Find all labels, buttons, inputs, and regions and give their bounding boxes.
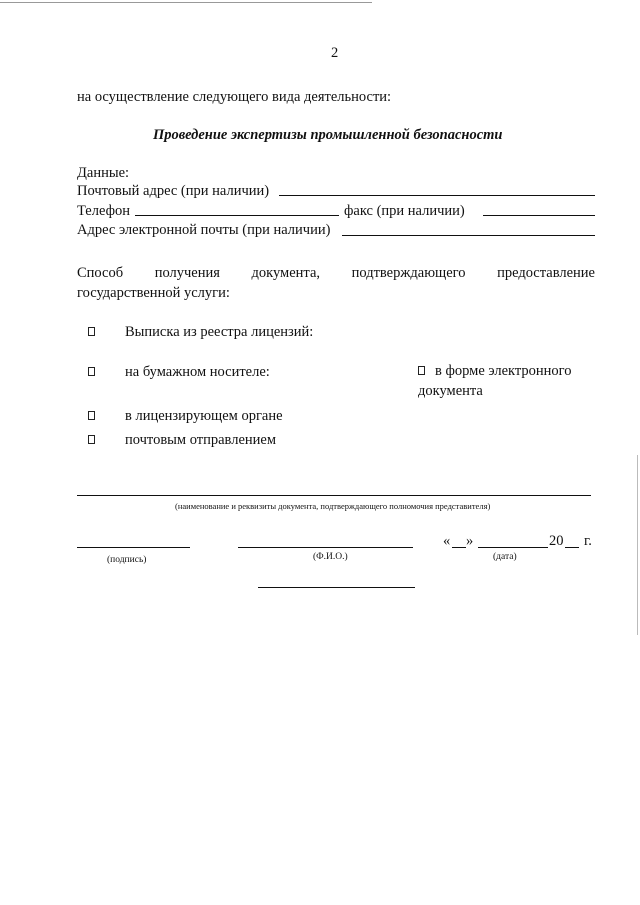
extract-label: Выписка из реестра лицензий:: [125, 324, 314, 340]
full-name-field[interactable]: [238, 547, 413, 548]
signature-field[interactable]: [77, 547, 190, 548]
in-office-label: в лицензирующем органе: [125, 408, 283, 424]
postal-address-field[interactable]: [279, 195, 595, 196]
fax-label: факс (при наличии): [344, 203, 465, 219]
fax-field[interactable]: [483, 215, 595, 216]
paper-label: на бумажном носителе:: [125, 364, 270, 380]
electronic-label-line2: документа: [418, 383, 483, 399]
representative-caption: (наименование и реквизиты документа, подтверждающего полномочия представителя): [175, 501, 491, 511]
date-year-suffix: г.: [584, 533, 592, 549]
date-month-field[interactable]: [478, 547, 548, 548]
intro-text: на осуществление следующего вида деятельности:: [77, 89, 392, 105]
date-century: 20: [549, 533, 564, 549]
date-caption: (дата): [493, 552, 517, 562]
electronic-checkbox[interactable]: [418, 366, 425, 375]
date-year-field[interactable]: [565, 547, 579, 548]
postal-address-label: Почтовый адрес (при наличии): [77, 183, 270, 199]
method-line: [77, 264, 595, 282]
method-word: предоставление: [497, 265, 595, 281]
data-heading: Данные:: [77, 165, 130, 181]
electronic-label-line1: в форме электронного: [435, 363, 572, 379]
in-office-checkbox[interactable]: [88, 411, 95, 420]
phone-label: Телефон: [77, 203, 130, 219]
extract-checkbox[interactable]: [88, 327, 95, 336]
date-day-field[interactable]: [452, 547, 466, 548]
activity-title: Проведение экспертизы промышленной безопасности: [153, 127, 503, 143]
email-field[interactable]: [342, 235, 595, 236]
bottom-signature-line[interactable]: [258, 587, 415, 588]
page-number: 2: [331, 45, 339, 61]
representative-document-field[interactable]: [77, 495, 591, 496]
date-close-quote: »: [466, 533, 474, 549]
method-word: документа,: [251, 265, 321, 281]
method-line-2: государственной услуги:: [77, 285, 230, 301]
paper-checkbox[interactable]: [88, 367, 95, 376]
date-open-quote: «: [443, 533, 451, 549]
method-word: получения: [154, 265, 220, 281]
by-mail-label: почтовым отправлением: [125, 432, 277, 448]
scan-right-edge: [637, 455, 638, 635]
name-caption: (Ф.И.О.): [313, 552, 348, 562]
method-word: подтверждающего: [351, 265, 466, 281]
scan-top-edge: [0, 2, 372, 3]
by-mail-checkbox[interactable]: [88, 435, 95, 444]
method-word: Способ: [77, 265, 124, 281]
phone-field[interactable]: [135, 215, 339, 216]
email-label: Адрес электронной почты (при наличии): [77, 222, 331, 238]
signature-caption: (подпись): [107, 555, 147, 565]
